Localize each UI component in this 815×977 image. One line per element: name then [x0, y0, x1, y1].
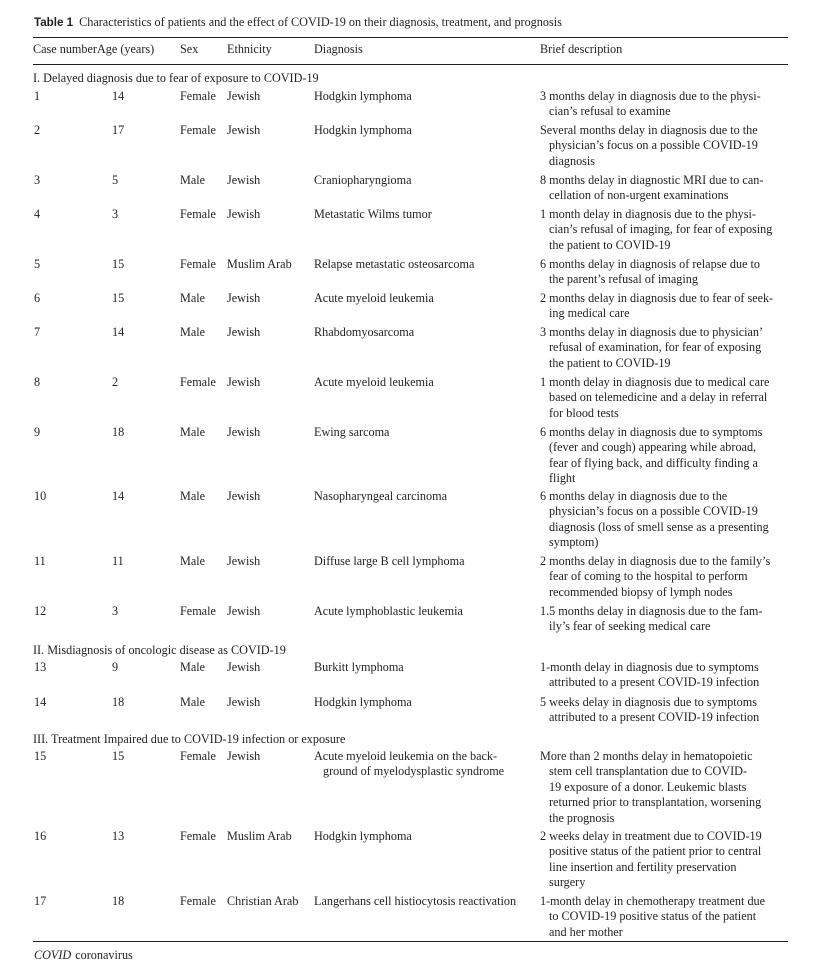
table-caption	[34, 15, 562, 30]
diagnosis-cell	[314, 604, 540, 639]
description-cell	[540, 489, 788, 554]
description-line: 1-month delay in chemotherapy treatment due	[540, 894, 766, 908]
ethnicity-cell: Jewish	[227, 554, 261, 568]
section-title: II. Misdiagnosis of oncologic disease as COVID-19	[33, 643, 286, 657]
ethnicity-cell: Muslim Arab	[227, 829, 292, 843]
description-line: the parent’s refusal of imaging	[549, 272, 698, 287]
top-rule	[33, 37, 788, 38]
description-line: surgery	[549, 875, 586, 890]
diagnosis-line: Acute lymphoblastic leukemia	[314, 604, 463, 618]
diagnosis-line: Hodgkin lymphoma	[314, 829, 412, 843]
diagnosis-cell	[314, 425, 540, 489]
sex-cell: Female	[180, 89, 216, 103]
age-cell: 11	[112, 554, 124, 568]
description-line: based on telemedicine and a delay in referral	[549, 390, 768, 405]
diagnosis-line: Burkitt lymphoma	[314, 660, 404, 674]
description-line: 3 months delay in diagnosis due to the physi-	[540, 89, 761, 103]
diagnosis-cell	[314, 123, 540, 173]
diagnosis-cell	[314, 207, 540, 257]
diagnosis-cell	[314, 89, 540, 123]
footnote-abbreviation: COVID	[34, 948, 72, 962]
description-line: 2 months delay in diagnosis due to fear of seek-	[540, 291, 774, 305]
description-cell	[540, 695, 788, 728]
table-row	[33, 123, 788, 173]
column-header: Sex	[180, 42, 199, 56]
diagnosis-line: Acute myeloid leukemia	[314, 375, 434, 389]
description-cell	[540, 660, 788, 695]
description-line: 2 weeks delay in treatment due to COVID-19	[540, 829, 762, 843]
sex-cell: Female	[180, 894, 216, 908]
table-row	[33, 257, 788, 291]
patient-characteristics-table	[33, 39, 788, 942]
case-number-cell: 9	[34, 425, 41, 439]
ethnicity-cell: Jewish	[227, 375, 261, 389]
table-row	[33, 291, 788, 325]
description-cell	[540, 749, 788, 829]
table-row	[33, 325, 788, 375]
diagnosis-cell	[314, 489, 540, 554]
description-cell	[540, 89, 788, 123]
description-line: diagnosis (loss of smell sense as a presenting	[549, 519, 769, 534]
ethnicity-cell: Jewish	[227, 695, 261, 709]
age-cell: 9	[112, 660, 119, 674]
description-cell	[540, 894, 788, 942]
column-header: Case number	[33, 42, 97, 56]
table-row	[33, 660, 788, 695]
description-line: 6 months delay in diagnosis of relapse due to	[540, 257, 761, 271]
description-line: Several months delay in diagnosis due to the	[540, 123, 758, 137]
ethnicity-cell: Jewish	[227, 604, 261, 618]
case-number-cell: 7	[34, 325, 41, 339]
age-cell: 15	[112, 291, 125, 305]
case-number-cell: 13	[34, 660, 47, 674]
description-line: recommended biopsy of lymph nodes	[549, 584, 733, 599]
table-row	[33, 207, 788, 257]
case-number-cell: 5	[34, 257, 41, 271]
description-line: returned prior to transplantation, worsening	[549, 795, 762, 810]
diagnosis-line: ground of myelodysplastic syndrome	[323, 764, 505, 779]
section-title: I. Delayed diagnosis due to fear of exposure to COVID-19	[33, 71, 319, 85]
diagnosis-line: Ewing sarcoma	[314, 425, 390, 439]
sex-cell: Male	[180, 695, 206, 709]
description-line: 1 month delay in diagnosis due to medical care	[540, 375, 770, 389]
case-number-cell: 10	[34, 489, 47, 503]
description-line: cellation of non-urgent examinations	[549, 188, 729, 203]
header-row	[33, 39, 788, 67]
description-line: 1 month delay in diagnosis due to the physi-	[540, 207, 756, 221]
description-line: cian’s refusal to examine	[549, 104, 671, 119]
description-cell	[540, 829, 788, 894]
section-row	[33, 728, 788, 749]
description-line: the prognosis	[549, 810, 615, 825]
description-line: for blood tests	[549, 405, 619, 420]
section-row	[33, 639, 788, 660]
description-line: physician’s focus on a possible COVID-19	[549, 138, 758, 153]
description-line: physician’s focus on a possible COVID-19	[549, 504, 758, 519]
diagnosis-cell	[314, 257, 540, 291]
description-line: flight	[549, 471, 576, 486]
case-number-cell: 12	[34, 604, 47, 618]
description-line: and her mother	[549, 924, 623, 939]
table-row	[33, 894, 788, 942]
age-cell: 5	[112, 173, 119, 187]
description-line: 8 months delay in diagnostic MRI due to can-	[540, 173, 764, 187]
sex-cell: Male	[180, 660, 206, 674]
ethnicity-cell: Jewish	[227, 291, 261, 305]
diagnosis-cell	[314, 375, 540, 425]
age-cell: 14	[112, 325, 125, 339]
description-line: positive status of the patient prior to central	[549, 844, 762, 859]
sex-cell: Female	[180, 123, 216, 137]
sex-cell: Male	[180, 554, 206, 568]
description-line: 6 months delay in diagnosis due to symptoms	[540, 425, 763, 439]
age-cell: 18	[112, 894, 125, 908]
table-label: Table 1	[34, 16, 74, 29]
diagnosis-line: Hodgkin lymphoma	[314, 123, 412, 137]
ethnicity-cell: Jewish	[227, 123, 261, 137]
table-row	[33, 554, 788, 604]
case-number-cell: 17	[34, 894, 47, 908]
description-cell	[540, 207, 788, 257]
description-cell	[540, 425, 788, 489]
diagnosis-line: Rhabdomyosarcoma	[314, 325, 415, 339]
age-cell: 18	[112, 425, 125, 439]
column-header: Diagnosis	[314, 42, 363, 56]
column-header: Age (years)	[97, 42, 155, 56]
table-row	[33, 173, 788, 207]
diagnosis-line: Langerhans cell histiocytosis reactivation	[314, 894, 517, 908]
column-header: Ethnicity	[227, 42, 272, 56]
description-line: ily’s fear of seeking medical care	[549, 619, 711, 634]
ethnicity-cell: Jewish	[227, 489, 261, 503]
description-line: the patient to COVID-19	[549, 355, 671, 370]
ethnicity-cell: Jewish	[227, 173, 261, 187]
table-row	[33, 829, 788, 894]
description-line: stem cell transplantation due to COVID-	[549, 764, 747, 779]
sex-cell: Female	[180, 829, 216, 843]
age-cell: 3	[112, 604, 119, 618]
sex-cell: Female	[180, 749, 216, 763]
description-line: attributed to a present COVID-19 infection	[549, 710, 760, 725]
age-cell: 14	[112, 89, 125, 103]
description-line: fear of coming to the hospital to perform	[549, 569, 748, 584]
description-cell	[540, 325, 788, 375]
table-row	[33, 425, 788, 489]
description-line: fear of flying back, and difficulty finding a	[549, 455, 758, 470]
case-number-cell: 6	[34, 291, 41, 305]
diagnosis-line: Relapse metastatic osteosarcoma	[314, 257, 475, 271]
sex-cell: Male	[180, 325, 206, 339]
diagnosis-cell	[314, 660, 540, 695]
description-line: symptom)	[549, 535, 599, 550]
description-line: 1-month delay in diagnosis due to symptoms	[540, 660, 759, 674]
table-body	[33, 67, 788, 942]
case-number-cell: 8	[34, 375, 41, 389]
table-row	[33, 604, 788, 639]
description-cell	[540, 257, 788, 291]
age-cell: 3	[112, 207, 119, 221]
description-cell	[540, 123, 788, 173]
diagnosis-cell	[314, 173, 540, 207]
age-cell: 13	[112, 829, 125, 843]
diagnosis-cell	[314, 695, 540, 728]
sex-cell: Female	[180, 375, 216, 389]
diagnosis-cell	[314, 894, 540, 942]
sex-cell: Male	[180, 425, 206, 439]
footnote	[34, 948, 133, 963]
description-cell	[540, 375, 788, 425]
description-line: ing medical care	[549, 306, 630, 321]
table-row	[33, 695, 788, 728]
description-line: line insertion and fertility preservation	[549, 859, 737, 874]
description-cell	[540, 173, 788, 207]
case-number-cell: 4	[34, 207, 41, 221]
diagnosis-line: Nasopharyngeal carcinoma	[314, 489, 447, 503]
description-cell	[540, 554, 788, 604]
case-number-cell: 2	[34, 123, 41, 137]
sex-cell: Female	[180, 604, 216, 618]
diagnosis-line: Metastatic Wilms tumor	[314, 207, 432, 221]
diagnosis-line: Acute myeloid leukemia on the back-	[314, 749, 498, 763]
description-cell	[540, 604, 788, 639]
diagnosis-line: Hodgkin lymphoma	[314, 89, 412, 103]
case-number-cell: 15	[34, 749, 47, 763]
ethnicity-cell: Muslim Arab	[227, 257, 292, 271]
description-line: 2 months delay in diagnosis due to the family’s	[540, 554, 771, 568]
description-line: 5 weeks delay in diagnosis due to symptoms	[540, 695, 757, 709]
age-cell: 2	[112, 375, 119, 389]
table-row	[33, 89, 788, 123]
ethnicity-cell: Jewish	[227, 660, 261, 674]
age-cell: 14	[112, 489, 125, 503]
sex-cell: Male	[180, 291, 206, 305]
case-number-cell: 11	[34, 554, 46, 568]
diagnosis-line: Diffuse large B cell lymphoma	[314, 554, 465, 568]
age-cell: 17	[112, 123, 125, 137]
diagnosis-cell	[314, 291, 540, 325]
description-line: 1.5 months delay in diagnosis due to the fam-	[540, 604, 763, 618]
sex-cell: Female	[180, 207, 216, 221]
ethnicity-cell: Jewish	[227, 325, 261, 339]
ethnicity-cell: Jewish	[227, 207, 261, 221]
diagnosis-line: Craniopharyngioma	[314, 173, 412, 187]
description-line: 19 exposure of a donor. Leukemic blasts	[549, 779, 747, 794]
case-number-cell: 14	[34, 695, 47, 709]
footnote-text: coronavirus	[75, 948, 133, 962]
description-line: (fever and cough) appearing while abroad,	[549, 440, 757, 455]
diagnosis-cell	[314, 749, 540, 829]
description-line: attributed to a present COVID-19 infection	[549, 675, 760, 690]
description-line: the patient to COVID-19	[549, 237, 671, 252]
table-row	[33, 375, 788, 425]
ethnicity-cell: Jewish	[227, 749, 261, 763]
diagnosis-cell	[314, 554, 540, 604]
table-row	[33, 489, 788, 554]
age-cell: 18	[112, 695, 125, 709]
ethnicity-cell: Jewish	[227, 425, 261, 439]
ethnicity-cell: Christian Arab	[227, 894, 299, 908]
diagnosis-line: Hodgkin lymphoma	[314, 695, 412, 709]
case-number-cell: 3	[34, 173, 41, 187]
table-row	[33, 749, 788, 829]
age-cell: 15	[112, 749, 125, 763]
table-title: Characteristics of patients and the effect of COVID-19 on their diagnosis, treatment, and prognosis	[79, 15, 562, 29]
description-line: diagnosis	[549, 153, 596, 168]
description-line: 3 months delay in diagnosis due to physician’	[540, 325, 764, 339]
sex-cell: Male	[180, 173, 206, 187]
case-number-cell: 16	[34, 829, 47, 843]
description-cell	[540, 291, 788, 325]
column-header: Brief description	[540, 42, 623, 56]
diagnosis-cell	[314, 325, 540, 375]
description-line: More than 2 months delay in hematopoietic	[540, 749, 753, 763]
age-cell: 15	[112, 257, 125, 271]
sex-cell: Male	[180, 489, 206, 503]
description-line: 6 months delay in diagnosis due to the	[540, 489, 728, 503]
sex-cell: Female	[180, 257, 216, 271]
description-line: cian’s refusal of imaging, for fear of exposing	[549, 222, 773, 237]
section-title: III. Treatment Impaired due to COVID-19 infection or exposure	[33, 732, 346, 746]
section-row	[33, 67, 788, 89]
case-number-cell: 1	[34, 89, 41, 103]
diagnosis-line: Acute myeloid leukemia	[314, 291, 434, 305]
description-line: to COVID-19 positive status of the patient	[549, 909, 757, 924]
diagnosis-cell	[314, 829, 540, 894]
bottom-rule	[33, 941, 788, 942]
ethnicity-cell: Jewish	[227, 89, 261, 103]
description-line: refusal of examination, for fear of exposing	[549, 340, 762, 355]
